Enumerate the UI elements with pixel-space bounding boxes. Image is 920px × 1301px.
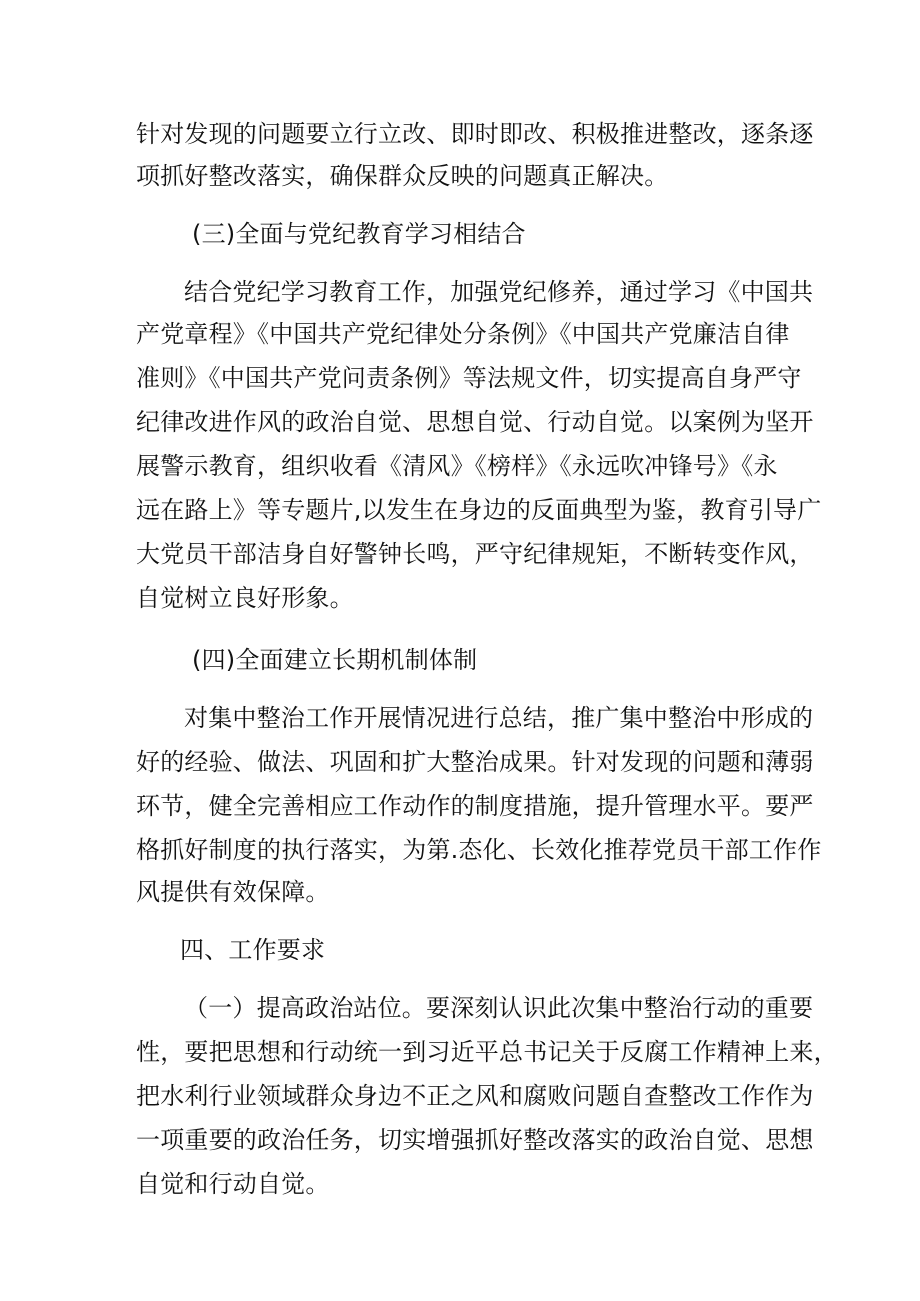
paragraph-line: 自觉和行动自觉。: [136, 1170, 330, 1198]
paragraph-line: 自觉树立良好形象。: [136, 584, 354, 612]
paragraph-line: 项抓好整改落实，确保群众反映的问题真正解决。: [136, 162, 669, 190]
paragraph-line: 对集中整治工作开展情况进行总结，推广集中整治中形成的: [184, 704, 814, 732]
paragraph-line: 好的经验、做法、巩固和扩大整治成果。针对发现的问题和薄弱: [136, 748, 814, 776]
section-heading-4: (四)全面建立长期机制体制: [192, 646, 478, 674]
paragraph-line: 一项重要的政治任务，切实增强抓好整改落实的政治自觉、思想: [136, 1126, 814, 1154]
section-heading-3: (三)全面与党纪教育学习相结合: [192, 220, 526, 248]
paragraph-line: 准则》《中国共产党问责条例》等法规文件，切实提高自身严守: [136, 364, 802, 392]
paragraph-line: 远在路上》等专题片,以发生在身边的反面典型为鉴，教育引导广: [136, 496, 822, 524]
paragraph-line: 环节，健全完善相应工作动作的制度措施，提升管理水平。要严: [136, 792, 814, 820]
paragraph-line: 结合党纪学习教育工作，加强党纪修养，通过学习《中国共: [184, 278, 814, 306]
paragraph-line: 大党员干部洁身自好警钟长鸣，严守纪律规矩，不断转变作风，: [136, 540, 814, 568]
paragraph-line: 产党章程》《中国共产党纪律处分条例》《中国共产党廉洁自律: [136, 320, 790, 348]
paragraph-line: 展警示教育，组织收看《清风》《榜样》《永远吹冲锋号》《永: [136, 452, 778, 480]
section-title-work-requirements: 四、工作要求: [180, 936, 326, 964]
paragraph-line: （一）提高政治站位。要深刻认识此次集中整治行动的重要: [184, 994, 814, 1022]
paragraph-line: 格抓好制度的执行落实，为第.态化、长效化推荐党员干部工作作: [136, 836, 822, 864]
paragraph-line: 把水利行业领域群众身边不正之风和腐败问题自查整改工作作为: [136, 1082, 814, 1110]
paragraph-line: 针对发现的问题要立行立改、即时即改、积极推进整改，逐条逐: [136, 120, 814, 148]
paragraph-line: 纪律改进作风的政治自觉、思想自觉、行动自觉。以案例为坚开: [136, 408, 814, 436]
paragraph-line: 风提供有效保障。: [136, 878, 330, 906]
paragraph-line: 性，要把思想和行动统一到习近平总书记关于反腐工作精神上来，: [136, 1038, 838, 1066]
